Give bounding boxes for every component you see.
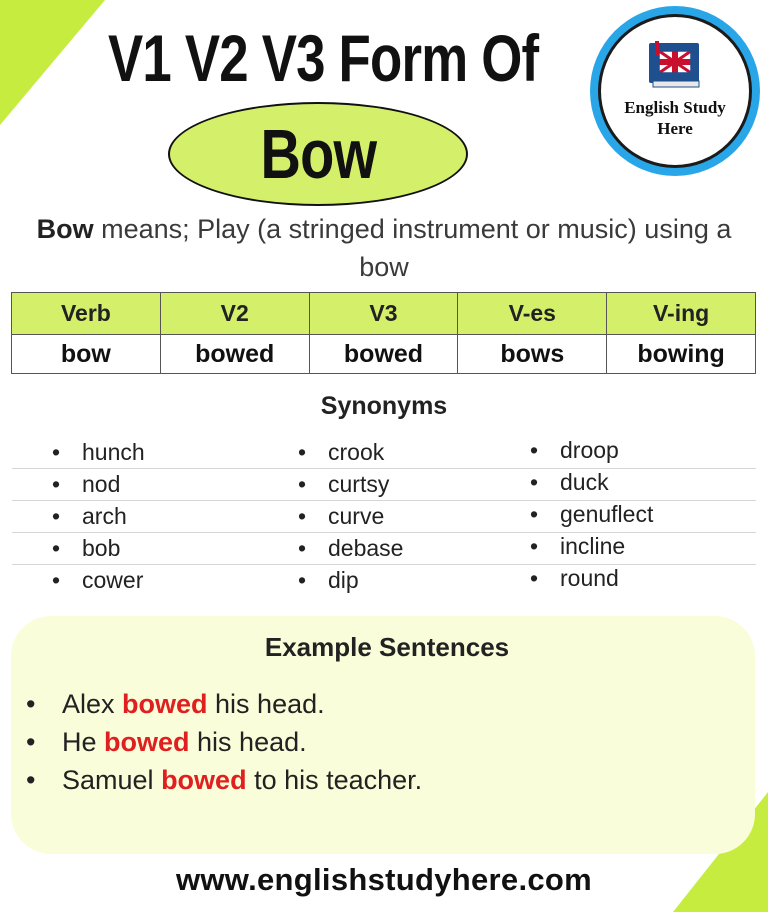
list-item: • debase — [298, 535, 404, 561]
synonyms-column-2 — [298, 436, 403, 596]
list-item: • curve — [298, 503, 385, 529]
highlighted-verb: bowed — [161, 765, 247, 795]
list-item: • hunch — [52, 439, 145, 465]
example-sentence: • He bowed his head. — [26, 727, 307, 757]
page-title: V1 V2 V3 Form Of — [108, 21, 539, 95]
website-url-link[interactable]: www.englishstudyhere.com — [175, 862, 593, 897]
header-cell-v3: V3 — [309, 293, 458, 335]
logo-text — [624, 97, 726, 139]
verb-forms-table — [11, 292, 756, 374]
site-logo[interactable] — [590, 6, 760, 176]
logo-line-1: English Study — [624, 98, 726, 117]
value-cell-v3: bowed — [309, 335, 458, 374]
list-item: • arch — [52, 503, 127, 529]
example-sentence: • Samuel bowed to his teacher. — [26, 765, 423, 795]
value-cell-v2: bowed — [160, 335, 309, 374]
synonyms-column-1 — [52, 436, 145, 596]
highlighted-verb: bowed — [104, 727, 190, 757]
highlighted-verb: bowed — [122, 689, 208, 719]
example-sentences-list — [26, 685, 422, 799]
list-item: • incline — [530, 533, 626, 559]
header-cell-verb: Verb — [12, 293, 161, 335]
verb-word: Bow — [260, 115, 376, 193]
list-item: • duck — [530, 469, 609, 495]
list-item: • droop — [530, 437, 619, 463]
value-cell-ves: bows — [458, 335, 607, 374]
logo-line-2: Here — [657, 119, 693, 138]
verb-oval — [168, 102, 468, 206]
meaning-text: means; Play (a stringed instrument or music) using a bow — [93, 214, 732, 282]
book-with-uk-flag-icon — [647, 41, 703, 89]
value-cell-ving: bowing — [607, 335, 756, 374]
corner-decoration-top-left — [0, 0, 105, 125]
header-cell-v2: V2 — [160, 293, 309, 335]
verb-meaning — [20, 210, 748, 286]
meaning-word: Bow — [36, 214, 94, 244]
value-cell-verb: bow — [12, 335, 161, 374]
forms-header-row — [12, 293, 756, 335]
list-item: • curtsy — [298, 471, 390, 497]
synonyms-title: Synonyms — [320, 392, 448, 420]
example-sentence: • Alex bowed his head. — [26, 689, 325, 719]
list-item: • genuflect — [530, 501, 654, 527]
synonyms-column-3 — [530, 434, 653, 594]
examples-title: Example Sentences — [264, 632, 510, 662]
header-cell-ving: V-ing — [607, 293, 756, 335]
list-item: • crook — [298, 439, 385, 465]
logo-inner — [598, 14, 752, 168]
header-cell-ves: V-es — [458, 293, 607, 335]
list-item: • nod — [52, 471, 121, 497]
list-item: • bob — [52, 535, 121, 561]
list-item: • round — [530, 565, 619, 591]
forms-value-row — [12, 335, 756, 374]
list-item: • dip — [298, 567, 359, 593]
list-item: • cower — [52, 567, 144, 593]
